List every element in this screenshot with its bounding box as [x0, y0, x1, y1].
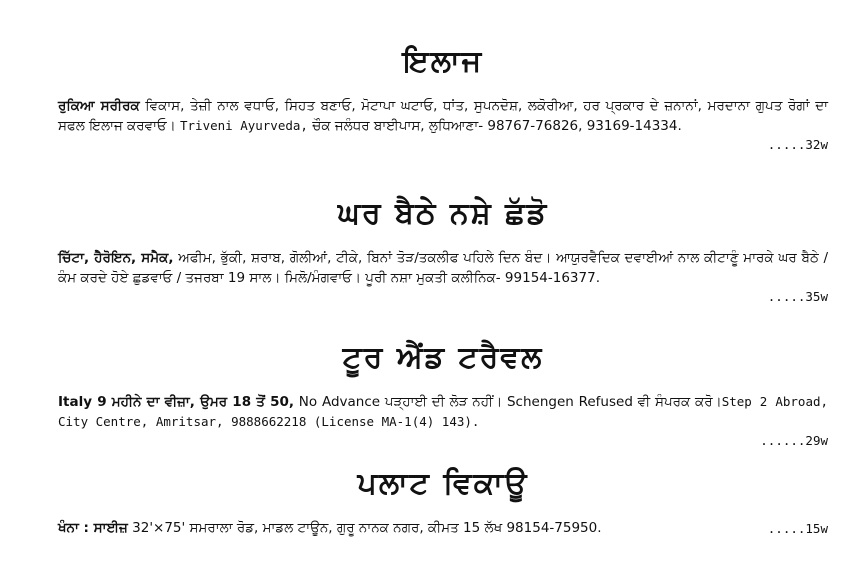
ad-heading: ਘਰ ਬੈਠੇ ਨਸ਼ੇ ਛੱਡੋ [337, 196, 549, 231]
ad-heading: ਪਲਾਟ ਵਿਕਾਊ [357, 466, 529, 501]
ad-contact: - 99154-16377. [495, 270, 600, 286]
ad-tour-travel [58, 340, 828, 450]
ad-body [58, 392, 828, 432]
ad-text: ਅਫੀਮ, ਭੁੱਕੀ, ਸ਼ਰਾਬ, ਗੋਲੀਆਂ, ਟੀਕੇ, ਬਿਨਾਂ ਤੋੜ/ਤਕਲੀਫ ਪਹਿਲੇ ਦਿਨ ਬੰਦ। ਆਯੁਰਵੈਦਿਕ ਦਵਾਈਆਂ ਨਾਲ ਕੀਟਾਣੂੰ ਮਾਰਕੇ ਘਰ ਬੈਠੇ / ਕੰਮ ਕਰਦੇ ਹੋਏ ਛੁਡਵਾਓ / ਤਜਰਬਾ 19 ਸਾਲ। ਮਿਲੋ/ਮੰਗਵਾਓ। ਪੂਰੀ ਨਸ਼ਾ ਮੁਕਤੀ ਕਲੀਨਿਕ [58, 250, 829, 286]
ad-heading: ਟੂਰ ਐਂਡ ਟਰੈਵਲ [342, 340, 544, 375]
ad-text: ਵਿਕਾਸ, ਤੇਜ਼ੀ ਨਾਲ ਵਧਾਓ, ਸਿਹਤ ਬਣਾਓ, ਮੋਟਾਪਾ ਘਟਾਓ, ਧਾਂਤ, ਸੁਪਨਦੋਸ਼, ਲਕੋਰੀਆ, ਹਰ ਪ੍ਰਕਾਰ ਦੇ ਜ਼ਨਾਨਾਂ, ਮਰਦਾਨਾ ਗੁਪਤ ਰੋਗਾਂ ਦਾ ਸਫਲ ਇਲਾਜ ਕਰਵਾਓ। [58, 98, 828, 134]
ad-lead: ਚਿੱਟਾ, ਹੈਰੋਇਨ, ਸਮੈਕ, [58, 250, 174, 266]
ad-body [58, 96, 828, 136]
ad-brand: Triveni Ayurveda, [180, 118, 308, 133]
ad-text: No Advance ਪੜ੍ਹਾਈ ਦੀ ਲੋੜ ਨਹੀਂ। Schengen Refused ਵੀ ਸੰਪਰਕ ਕਰੋ। [294, 394, 722, 410]
ad-body [58, 518, 828, 538]
ad-ilaj [58, 44, 828, 154]
ad-text: 32'×75' ਸਮਰਾਲਾ ਰੋਡ, ਮਾਡਲ ਟਾਊਨ, ਗੁਰੂ ਨਾਨਕ ਨਗਰ, ਕੀਮਤ 15 ਲੱਖ 98154-75950. [127, 520, 602, 536]
ad-nasha-mukti [58, 196, 828, 306]
ad-lead: ਰੁਕਿਆ ਸਰੀਰਕ [58, 98, 140, 114]
ad-code: .....35w [767, 289, 828, 304]
ad-contact: ਚੌਕ ਜਲੰਧਰ ਬਾਈਪਾਸ, ਲੁਧਿਆਣਾ- 98767-76826, 93169-14334. [307, 118, 682, 134]
ad-heading: ਇਲਾਜ [402, 44, 484, 79]
ad-code: ......29w [760, 433, 828, 448]
ad-plot-for-sale [58, 466, 828, 538]
ad-lead: Italy 9 ਮਹੀਨੇ ਦਾ ਵੀਜ਼ਾ, ਉਮਰ 18 ਤੋਂ 50, [58, 394, 295, 410]
ad-brand: Step 2 Abroad, City Centre, Amritsar, 9888662218 (License MA-1(4) 143). [58, 394, 829, 429]
ad-body [58, 248, 828, 288]
ad-code: .....15w [767, 521, 828, 536]
ad-code: .....32w [767, 137, 828, 152]
ad-lead: ਖੰਨਾ : ਸਾਈਜ਼ [58, 520, 128, 536]
